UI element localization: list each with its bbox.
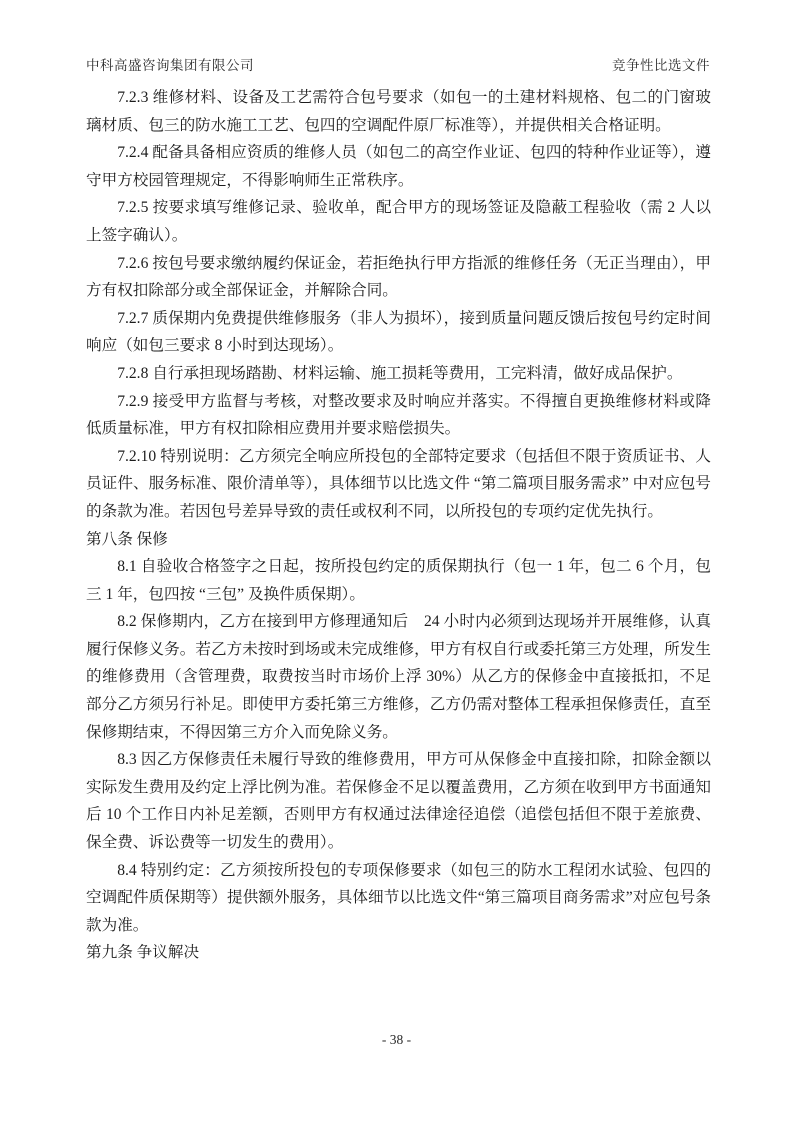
paragraph: 7.2.7 质保期内免费提供维修服务（非人为损坏），接到质量问题反馈后按包号约定时间响应（如包三要求 8 小时到达现场）。: [86, 309, 711, 355]
paragraph: 7.2.3 维修材料、设备及工艺需符合包号要求（如包一的土建材料规格、包二的门窗玻璃材质、包三的防水施工工艺、包四的空调配件原厂标准等），并提供相关合格证明。: [86, 89, 711, 134]
section-heading: 第九条 争议解决: [86, 944, 200, 962]
document-body: [86, 84, 711, 967]
paragraph: 7.2.10 特别说明：乙方须完全响应所投包的全部特定要求（包括但不限于资质证书、人员证件、服务标准、限价清单等），具体细节以比选文件 “第二篇项目服务需求” 中对应包号的条款为准。若因包号差异导致的责任或权利不同，以所投包的专项约定优先执行。: [86, 447, 711, 520]
header-doc-type: 竞争性比选文件: [612, 58, 710, 73]
paragraph: 8.4 特别约定：乙方须按所投包的专项保修要求（如包三的防水工程闭水试验、包四的空调配件质保期等）提供额外服务，具体细节以比选文件“第三篇项目商务需求”对应包号条款为准。: [86, 861, 711, 934]
paragraph: 8.3 因乙方保修责任未履行导致的维修费用，甲方可从保修金中直接扣除，扣除金额以实际发生费用及约定上浮比例为准。若保修金不足以覆盖费用，乙方须在收到甲方书面通知后 10 个工作日内补足差额，否则甲方有权通过法律途径追偿（追偿包括但不限于差旅费、保全费、诉讼费等一切发生的费用）。: [86, 751, 711, 852]
paragraph: 7.2.4 配备具备相应资质的维修人员（如包二的高空作业证、包四的特种作业证等），遵守甲方校园管理规定，不得影响师生正常秩序。: [86, 144, 711, 189]
paragraph: 7.2.6 按包号要求缴纳履约保证金，若拒绝执行甲方指派的维修任务（无正当理由），甲方有权扣除部分或全部保证金，并解除合同。: [86, 254, 711, 300]
paragraph: 8.2 保修期内，乙方在接到甲方修理通知后 24 小时内必须到达现场并开展维修，认真履行保修义务。若乙方未按时到场或未完成维修，甲方有权自行或委托第三方处理，所发生的维修费用（含管理费，取费按当时市场价上浮 30%）从乙方的保修金中直接抵扣，不足部分乙方须另行补足。即使甲方委托第三方维修，乙方仍需对整体工程承担保修责任，直至保修期结束，不得因第三方介入而免除义务。: [86, 613, 711, 741]
paragraph: 7.2.8 自行承担现场踏勘、材料运输、施工损耗等费用，工完料清，做好成品保护。: [117, 364, 683, 382]
paragraph: 7.2.9 接受甲方监督与考核，对整改要求及时响应并落实。不得擅自更换维修材料或降低质量标准，甲方有权扣除相应费用并要求赔偿损失。: [86, 392, 711, 438]
paragraph: 7.2.5 按要求填写维修记录、验收单，配合甲方的现场签证及隐蔽工程验收（需 2 人以上签字确认）。: [86, 199, 711, 244]
page-number: - 38 -: [381, 1032, 412, 1047]
header-company-name: 中科高盛咨询集团有限公司: [86, 58, 254, 73]
section-heading: 第八条 保修: [86, 530, 168, 548]
page-footer: [0, 1032, 793, 1048]
page-header: [86, 54, 710, 74]
paragraph: 8.1 自验收合格签字之日起，按所投包约定的质保期执行（包一 1 年，包二 6 个月，包三 1 年，包四按 “三包” 及换件质保期）。: [86, 558, 711, 603]
